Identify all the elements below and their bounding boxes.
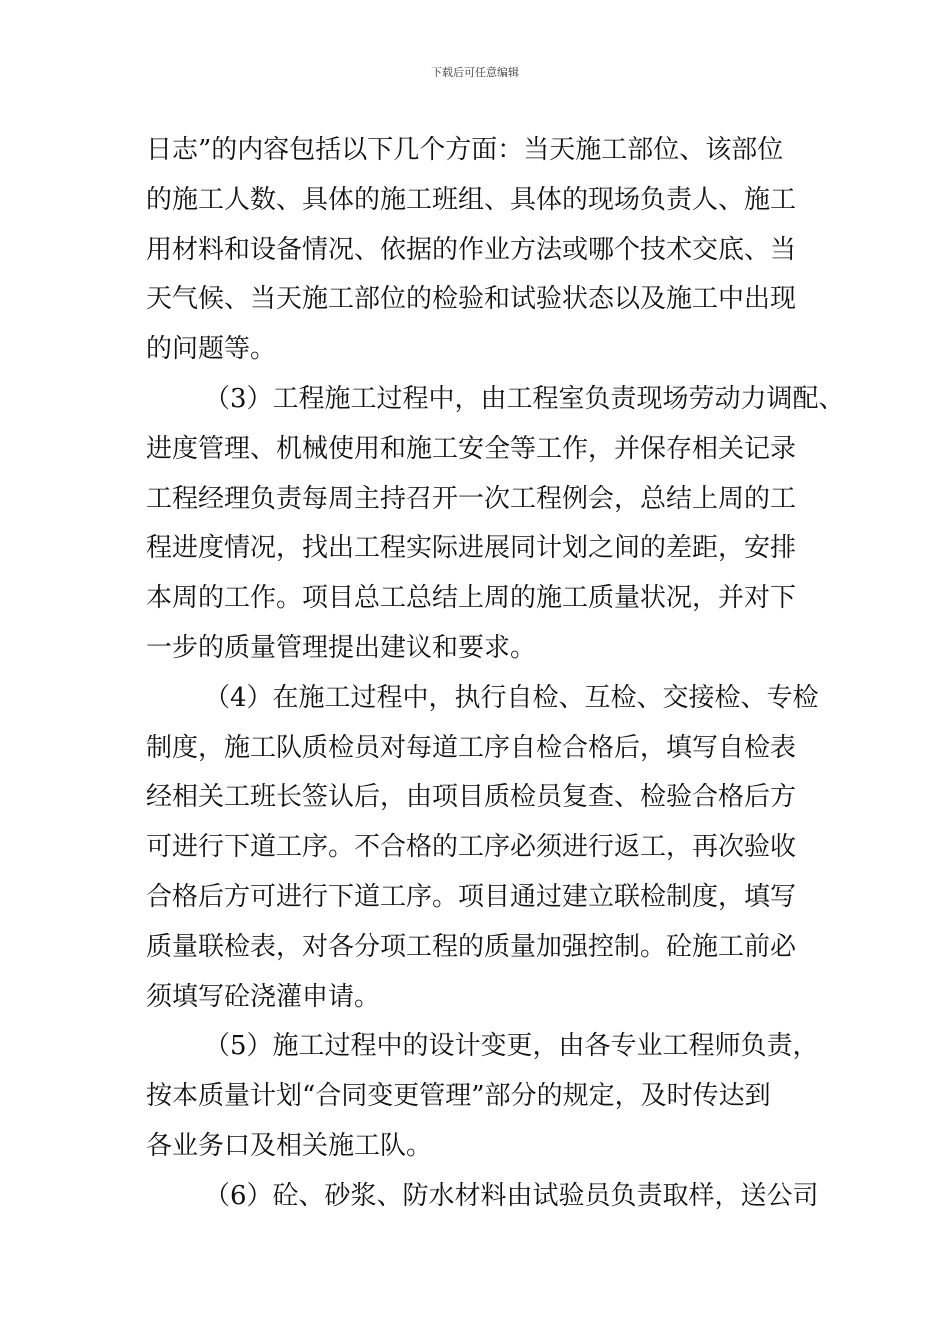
text-line: 各业务口及相关施工队。	[146, 1130, 433, 1161]
text-line: 进度管理、机械使用和施工安全等工作，并保存相关记录	[146, 433, 797, 464]
text-line: 质量联检表，对各分项工程的质量加强控制。砼施工前必	[146, 931, 797, 962]
paragraph-start-line: （4）在施工过程中，执行自检、互检、交接检、专检	[204, 682, 819, 713]
text-line: 按本质量计划“合同变更管理”部分的规定，及时传达到	[146, 1081, 771, 1112]
text-line: 日志”的内容包括以下几个方面：当天施工部位、该部位	[146, 135, 784, 165]
paragraph-start-line: （6）砼、砂浆、防水材料由试验员负责取样，送公司	[204, 1180, 819, 1211]
text-line: 合格后方可进行下道工序。项目通过建立联检制度，填写	[146, 881, 797, 912]
text-line: 本周的工作。项目总工总结上周的施工质量状况，并对下	[146, 583, 797, 614]
text-line: 一步的质量管理提出建议和要求。	[146, 632, 537, 663]
paragraph-start-line: （3）工程施工过程中，由工程室负责现场劳动力调配、	[204, 383, 845, 414]
text-line: 须填写砼浇灌申请。	[146, 981, 381, 1012]
text-line: 制度，施工队质检员对每道工序自检合格后，填写自检表	[146, 732, 797, 763]
text-line: 天气候、当天施工部位的检验和试验状态以及施工中出现	[146, 284, 797, 315]
document-body	[146, 126, 845, 1222]
text-line: 的问题等。	[146, 334, 277, 365]
page-header: 下载后可任意编辑	[431, 66, 519, 79]
text-line: 程进度情况，找出工程实际进展同计划之间的差距，安排	[146, 533, 797, 564]
text-line: 经相关工班长签认后，由项目质检员复查、检验合格后方	[146, 782, 797, 813]
text-line: 可进行下道工序。不合格的工序必须进行返工，再次验收	[146, 832, 797, 863]
text-line: 用材料和设备情况、依据的作业方法或哪个技术交底、当	[146, 234, 797, 265]
text-line: 工程经理负责每周主持召开一次工程例会，总结上周的工	[146, 483, 797, 514]
text-line: 的施工人数、具体的施工班组、具体的现场负责人、施工	[146, 184, 797, 215]
paragraph-start-line: （5）施工过程中的设计变更，由各专业工程师负责，	[204, 1031, 819, 1062]
